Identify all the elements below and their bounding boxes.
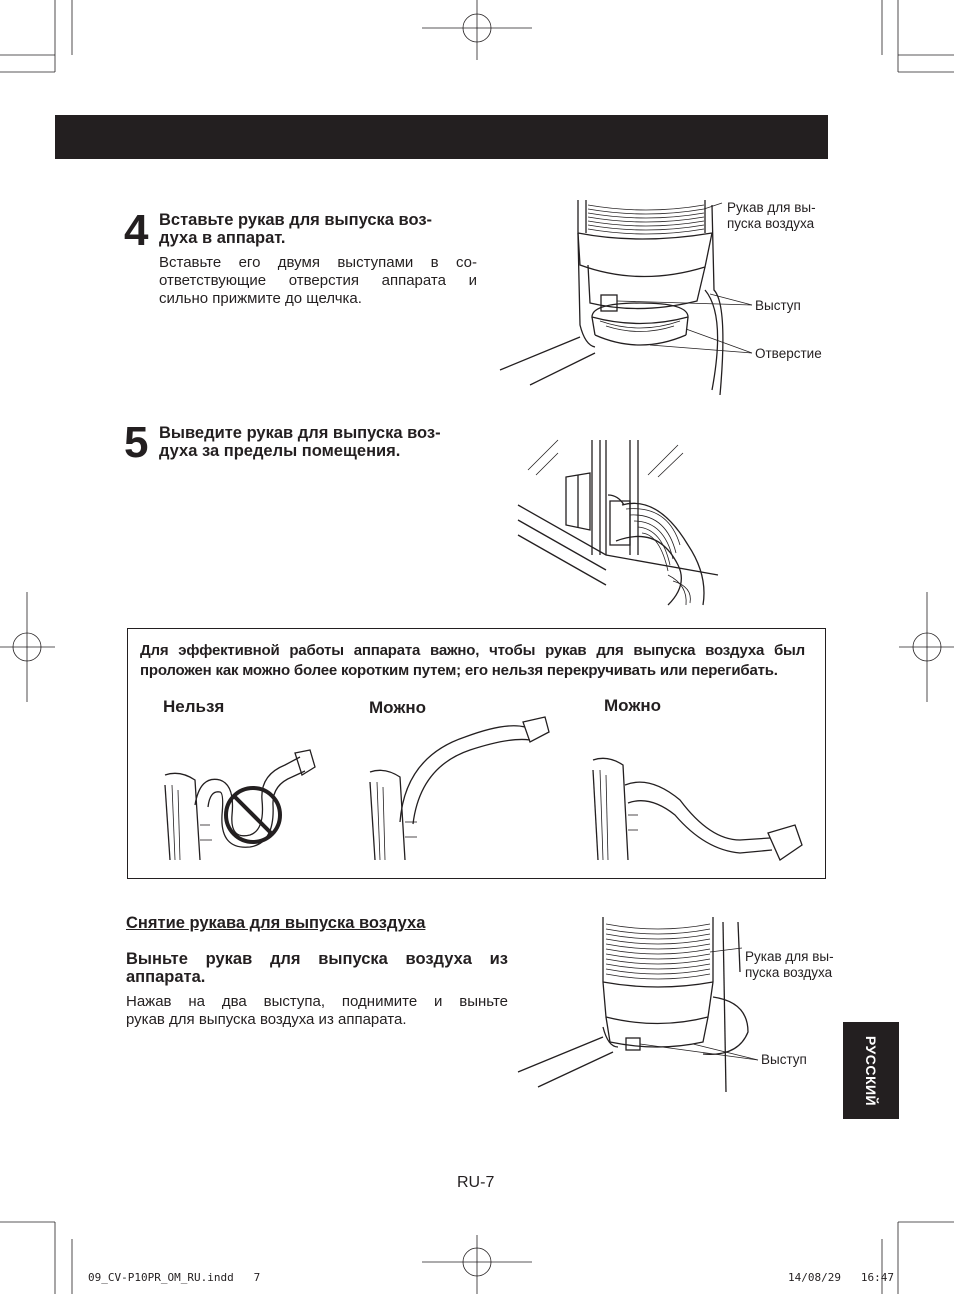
- removal-body-line1: Нажав на два выступа, поднимите и выньте: [126, 993, 508, 1010]
- window-hose-illustration: [518, 435, 718, 610]
- label-ok-1: Можно: [369, 698, 427, 717]
- step-4-body-line2: ответствующие отверстия аппарата и: [159, 272, 477, 289]
- callout-hose-line1: Рукав для вы-: [727, 200, 816, 215]
- step-5-title-line2: духа за пределы помещения.: [159, 442, 401, 460]
- ok-hose-illustration-1: [365, 712, 565, 862]
- step-4-body: [159, 254, 477, 308]
- hose-insertion-illustration: [500, 195, 760, 395]
- footer-file: 09_CV-P10PR_OM_RU.indd 7: [88, 1271, 261, 1284]
- step-4-body-line3: сильно прижмите до щелчка.: [159, 290, 362, 307]
- removal-title: [126, 950, 508, 986]
- removal-callout-hose-line2: пуска воздуха: [745, 964, 833, 980]
- header-bar: [55, 115, 828, 159]
- hose-removal-illustration: [518, 912, 758, 1092]
- callout-hole: Отверстие: [755, 346, 822, 361]
- step-5-title: [159, 424, 479, 460]
- removal-callout-hose: [745, 949, 834, 980]
- step-5-number: 5: [124, 418, 148, 467]
- removal-title-line1: Выньте рукав для выпуска воздуха из: [126, 950, 508, 968]
- bad-hose-illustration: [160, 745, 330, 865]
- removal-body-line2: рукав для выпуска воздуха из аппарата.: [126, 1011, 407, 1028]
- callout-hose: [727, 200, 816, 231]
- callout-hose-line2: пуска воздуха: [727, 215, 815, 231]
- step-4-number: 4: [124, 206, 148, 255]
- label-ok-2: Можно: [604, 696, 662, 715]
- language-tab: [843, 1022, 899, 1119]
- removal-callout-tab: Выступ: [761, 1052, 807, 1067]
- removal-body: [126, 993, 508, 1029]
- language-tab-label: РУССКИЙ: [863, 1035, 879, 1106]
- note-line1: Для эффективной работы аппарата важно, чтобы рукав для выпуска воздуха был: [140, 642, 805, 659]
- removal-title-line2: аппарата.: [126, 968, 206, 986]
- callout-tab: Выступ: [755, 298, 801, 313]
- step-4-body-line1: Вставьте его двумя выступами в со-: [159, 254, 477, 271]
- step-5-title-line1: Выведите рукав для выпуска воз-: [159, 424, 441, 442]
- page-number: RU-7: [457, 1174, 495, 1191]
- step-4-title-line2: духа в аппарат.: [159, 229, 286, 247]
- step-4-title: [159, 211, 479, 247]
- label-bad: Нельзя: [163, 697, 225, 716]
- note-line2: проложен как можно более коротким путем; его нельзя перекручивать или перегибать.: [140, 662, 778, 679]
- removal-callout-hose-line1: Рукав для вы-: [745, 949, 834, 964]
- removal-heading: Снятие рукава для выпуска воздуха: [126, 914, 426, 932]
- note-text: [140, 641, 805, 681]
- footer-date: 14/08/29 16:47: [788, 1271, 894, 1284]
- step-4-title-line1: Вставьте рукав для выпуска воз-: [159, 211, 433, 229]
- ok-hose-illustration-2: [590, 745, 820, 865]
